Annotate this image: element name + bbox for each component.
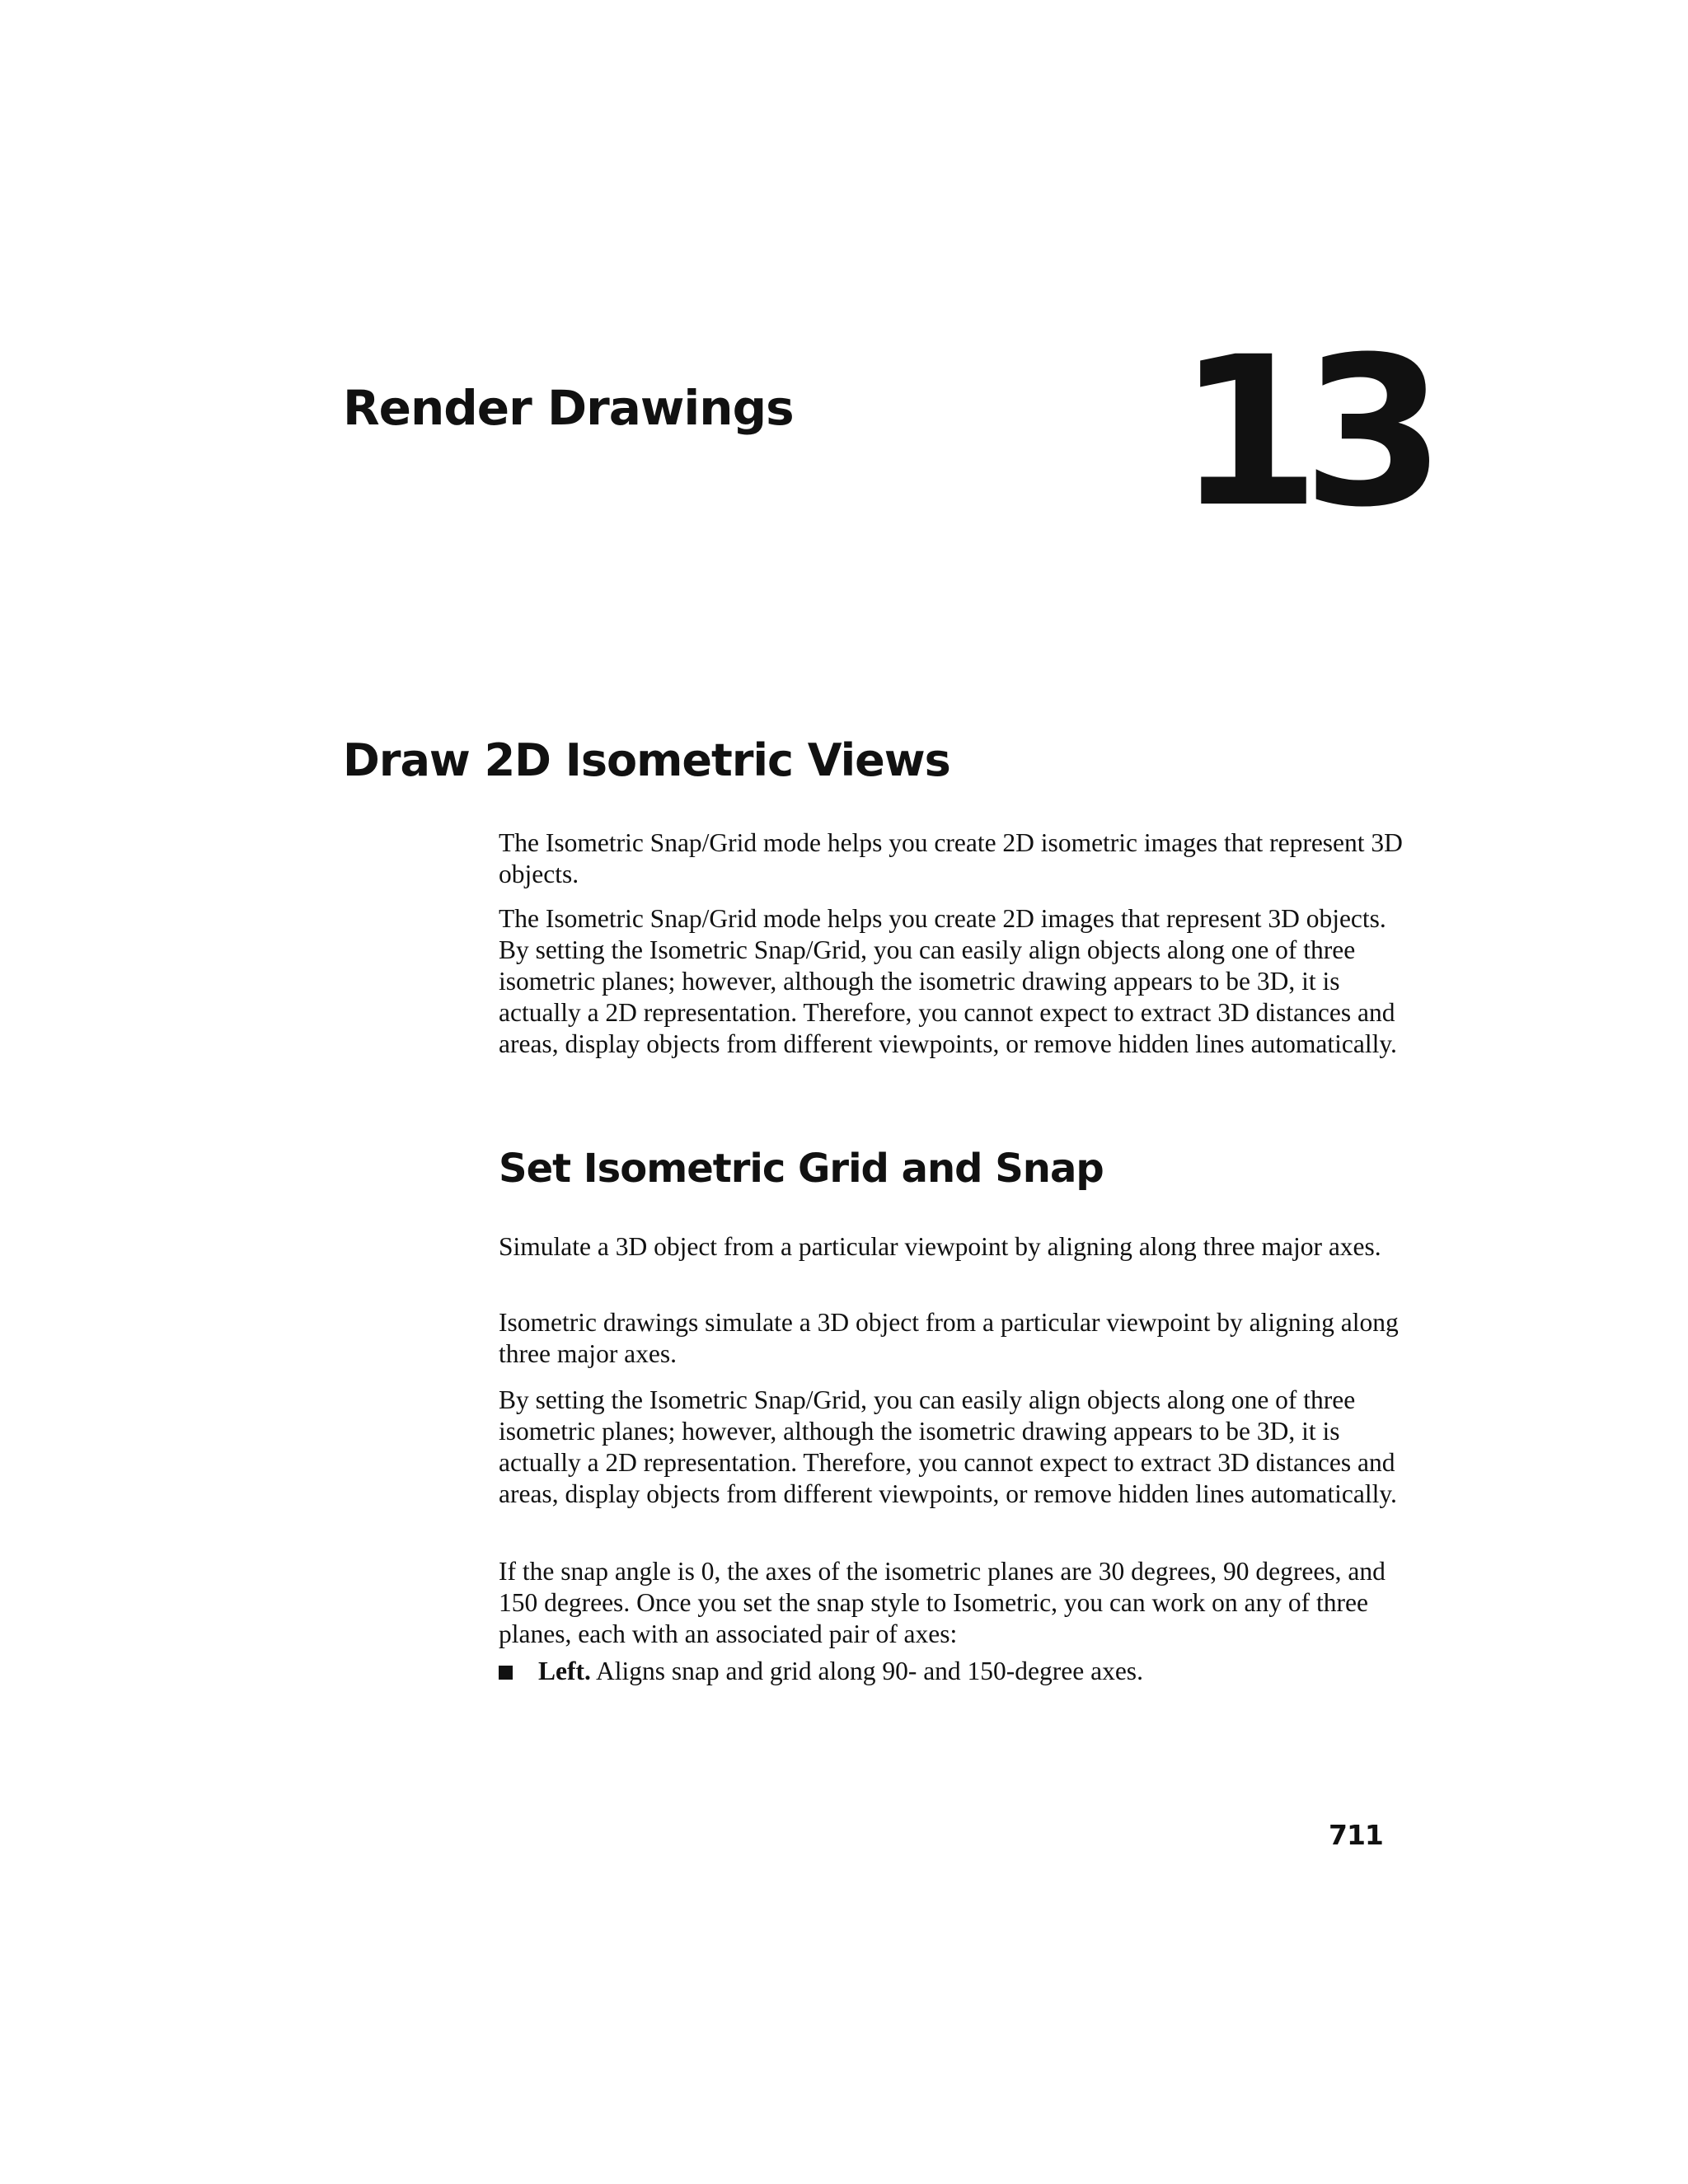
- subsection-intro-paragraph: Simulate a 3D object from a particular viewpoint by aligning along three major axes.: [499, 1232, 1381, 1261]
- subsection-heading: Set Isometric Grid and Snap: [499, 1146, 1104, 1192]
- bullet-description: Aligns snap and grid along 90- and 150-degree axes.: [590, 1657, 1143, 1685]
- square-bullet-icon: [499, 1666, 513, 1680]
- section-intro-paragraph: The Isometric Snap/Grid mode helps you create 2D isometric images that represent 3D objects.: [499, 828, 1403, 888]
- bullet-term: Left.: [538, 1657, 591, 1685]
- page-number: 711: [1329, 1819, 1383, 1851]
- subsection-paragraph-1: Isometric drawings simulate a 3D object from a particular viewpoint by aligning along three major axes.: [499, 1308, 1399, 1368]
- bullet-text: [538, 1656, 1143, 1687]
- chapter-title: Render Drawings: [343, 380, 794, 436]
- section-body-paragraph: The Isometric Snap/Grid mode helps you create 2D images that represent 3D objects. By setting the Isometric Snap/Grid, you can easily align objects along one of three isometric planes; however, although the isometric drawing appears to be 3D, it is actually a 2D representation. Therefore, you cannot expect to extract 3D distances and areas, display objects from different viewpoints, or remove hidden lines automatically.: [499, 904, 1397, 1058]
- subsection-paragraph-2: By setting the Isometric Snap/Grid, you can easily align objects along one of three isometric planes; however, although the isometric drawing appears to be 3D, it is actually a 2D representation. Therefore, you cannot expect to extract 3D distances and areas, display objects from different viewpoints, or remove hidden lines automatically.: [499, 1385, 1397, 1508]
- chapter-number: 13: [1177, 312, 1428, 552]
- subsection-paragraph-3: If the snap angle is 0, the axes of the isometric planes are 30 degrees, 90 degrees, and 150 degrees. Once you set the snap style to Isometric, you can work on any of three planes, each with an associated pair of axes:: [499, 1557, 1386, 1648]
- section-heading: Draw 2D Isometric Views: [343, 734, 950, 786]
